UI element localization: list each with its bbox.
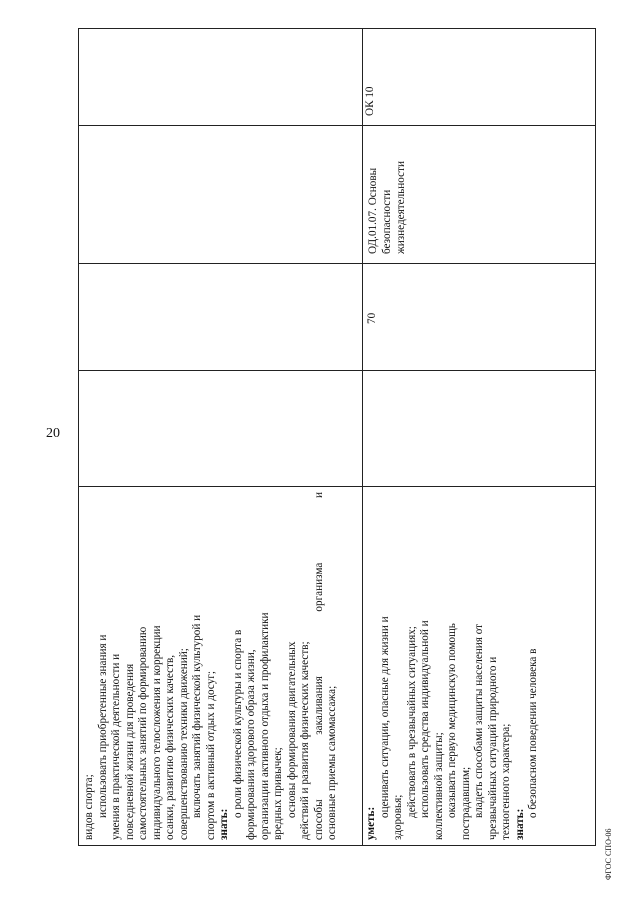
row2-line-7: оказывать первую медицинскую помощь xyxy=(446,623,458,818)
row2-line-6: коллективной защиты; xyxy=(432,732,445,840)
row1-line-7: осанки, развитию физических качеств, xyxy=(164,654,176,840)
row1-heading-know: знать: xyxy=(218,808,230,840)
row2-line-2: оценивать ситуации, опасные для жизни и xyxy=(378,616,391,818)
row1-line-13: формировании здорового образа жизни, xyxy=(245,649,257,840)
row1-line-18: способы закаливания организма и xyxy=(312,492,325,840)
row1-line-17: действий и развития физических качеств; xyxy=(299,641,311,840)
row2-line-9: владеть способами защиты населения от xyxy=(473,623,485,818)
row2-heading-know: знать: xyxy=(513,808,526,840)
row2-heading-can: уметь: xyxy=(365,806,377,840)
row2-hours: 70 xyxy=(366,312,378,324)
row1-line-3: умения в практической деятельности и xyxy=(110,653,122,840)
footer-standard-label: ФГОС СПО-06 xyxy=(604,828,613,880)
row2-discipline: ОД.01.07. Основы безопасности жизнедеятельности xyxy=(367,161,407,254)
column-divider-3 xyxy=(78,370,596,371)
row1-line-12: о роли физической культуры и спорта в xyxy=(231,629,244,818)
row1-line-14: организации активного отдыха и профилактики xyxy=(258,612,271,840)
row2-line-5: использовать средства индивидуальной и xyxy=(419,620,431,818)
row1-line-8: совершенствованию техники движений; xyxy=(177,648,190,840)
row2-line-3: здоровья; xyxy=(392,794,404,840)
row1-line-10: спортом в активный отдых и досуг; xyxy=(204,670,217,840)
page-number: 20 xyxy=(46,426,60,441)
row2-line-10: чрезвычайных ситуаций природного и xyxy=(486,656,499,840)
row1-line-6: индивидуального телосложения и коррекции xyxy=(150,625,163,840)
row1-content-cell xyxy=(83,486,362,846)
row2-line-8: пострадавшим; xyxy=(459,766,472,840)
row2-line-11: техногенного характера; xyxy=(500,723,512,840)
column-divider-1 xyxy=(78,125,596,126)
row1-line-1: видов спорта; xyxy=(83,774,95,840)
row1-line-16: основы формирования двигательных xyxy=(285,641,298,818)
row2-line-4: действовать в чрезвычайных ситуациях; xyxy=(405,626,418,818)
row-divider xyxy=(362,28,363,846)
row1-line-4: повседневной жизни для проведения xyxy=(123,663,136,840)
row1-line-9: включать занятий физической культурой и xyxy=(191,614,203,818)
row2-line-13: о безопасном поведении человека в xyxy=(527,648,539,818)
row2-content-cell xyxy=(365,486,555,846)
row1-line-19: основные приемы самомассажа; xyxy=(326,685,338,840)
column-divider-2 xyxy=(78,263,596,264)
row1-line-2: использовать приобретенные знания и xyxy=(96,634,109,818)
row1-competency-code: ОК 10 xyxy=(364,86,376,116)
row1-line-5: самостоятельных занятий по формированию xyxy=(137,626,149,840)
row1-line-15: вредных привычек; xyxy=(272,747,284,840)
